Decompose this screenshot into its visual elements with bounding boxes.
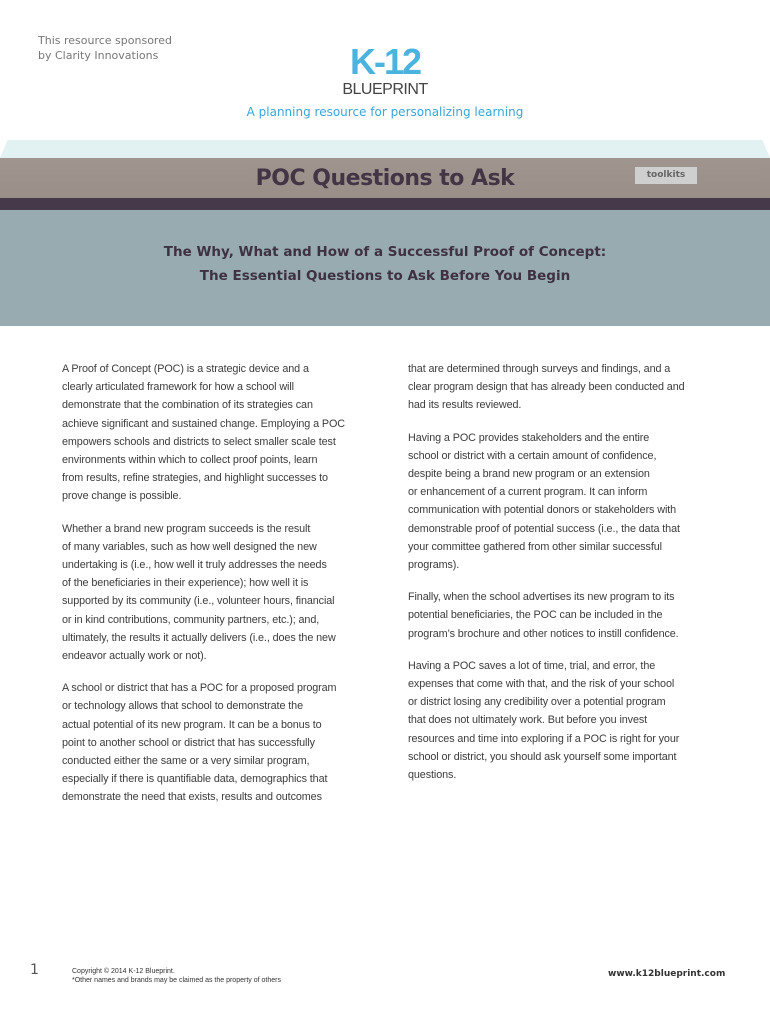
text-line: point to another school or district that has successfully: [62, 736, 315, 749]
text-line: actual potential of its new program. It can be a bonus to: [62, 718, 322, 731]
text-line: conducted either the same or a very similar program,: [62, 755, 310, 768]
text-line: or district losing any credibility over a potential program: [408, 696, 666, 709]
k12-blueprint-logo: [340, 41, 430, 100]
text-line: environments within which to collect proof points, learn: [62, 454, 318, 467]
toolkits-tag: toolkits: [635, 167, 697, 184]
text-line: school or district with a certain amount of confidence,: [408, 449, 657, 462]
text-line: school or district, you should ask yourself some important: [408, 750, 677, 763]
text-line: communication with potential donors or stakeholders with: [408, 504, 677, 517]
paragraph: [408, 657, 743, 784]
page-number: 1: [30, 962, 39, 978]
text-line: undertaking is (i.e., how well it truly addresses the needs: [62, 559, 327, 572]
body-column-left: [62, 360, 397, 821]
text-line: ultimately, the results it actually delivers (i.e., does the new: [62, 631, 336, 644]
paragraph: [62, 679, 397, 806]
text-line: Whether a brand new program succeeds is the result: [62, 522, 311, 535]
text-line: had its results reviewed.: [408, 399, 522, 412]
text-line: prove change is possible.: [62, 490, 182, 503]
text-line: resources and time into exploring if a POC is right for your: [408, 732, 680, 745]
text-line: expenses that come with that, and the risk of your school: [408, 678, 675, 691]
text-line: empowers schools and districts to select smaller scale test: [62, 435, 336, 448]
body-column-right: [408, 360, 743, 798]
text-line: demonstrable proof of potential success (i.e., the data that: [408, 522, 680, 535]
paragraph: [408, 588, 743, 643]
text-line: supported by its community (i.e., volunteer hours, financial: [62, 595, 335, 608]
text-line: demonstrate that the combination of its strategies can: [62, 399, 313, 412]
text-line: or technology allows that school to demonstrate the: [62, 700, 303, 713]
text-line: Having a POC provides stakeholders and the entire: [408, 431, 650, 444]
text-line: or in kind contributions, community partners, etc.); and,: [62, 613, 320, 626]
text-line: questions.: [408, 769, 457, 782]
text-line: that are determined through surveys and findings, and a: [408, 363, 671, 375]
subtitle-line: The Why, What and How of a Successful Proof of Concept:: [163, 244, 607, 260]
paragraph: [62, 520, 397, 666]
text-line: of the beneficiaries in their experience); how well it is: [62, 577, 309, 590]
paragraph: [408, 429, 743, 575]
text-line: from results, refine strategies, and highlight successes to: [62, 472, 328, 485]
copyright-note: [72, 967, 281, 985]
logo-blueprint: BLUEPRINT: [342, 81, 428, 98]
subtitle-line: The Essential Questions to Ask Before You Begin: [199, 268, 571, 284]
subtitle-band: [0, 210, 770, 326]
sponsor-note: [38, 33, 172, 63]
header-band-light: [0, 140, 770, 158]
text-line: endeavor actually work or not).: [62, 650, 207, 663]
disclaimer: *Other names and brands may be claimed as the property of others: [72, 977, 281, 984]
text-line: A school or district that has a POC for a proposed program: [62, 682, 337, 695]
text-line: or enhancement of a current program. It can inform: [408, 486, 648, 499]
copyright: Copyright © 2014 K-12 Blueprint.: [72, 968, 175, 975]
text-line: program’s brochure and other notices to instill confidence.: [408, 627, 679, 640]
text-line: programs).: [408, 559, 460, 572]
page-title: POC Questions to Ask: [255, 165, 515, 191]
text-line: despite being a brand new program or an extension: [408, 468, 650, 481]
paragraph: [408, 360, 743, 415]
text-line: your committee gathered from other similar successful: [408, 540, 662, 553]
text-line: demonstrate the need that exists, results and outcomes: [62, 791, 322, 804]
website-link[interactable]: www.k12blueprint.com: [608, 969, 726, 979]
text-line: achieve significant and sustained change. Employing a POC: [62, 417, 345, 430]
text-line: clearly articulated framework for how a school will: [62, 381, 294, 394]
text-line: of many variables, such as how well designed the new: [62, 540, 317, 553]
text-line: Having a POC saves a lot of time, trial, and error, the: [408, 659, 656, 672]
paragraph: [62, 360, 397, 506]
text-line: especially if there is quantifiable data, demographics that: [62, 773, 328, 786]
text-line: clear program design that has already been conducted and: [408, 381, 685, 394]
text-line: that does not ultimately work. But before you invest: [408, 714, 648, 727]
text-line: A Proof of Concept (POC) is a strategic device and a: [62, 363, 309, 375]
sponsor-line: by Clarity Innovations: [38, 49, 159, 62]
text-line: potential beneficiaries, the POC can be included in the: [408, 609, 663, 622]
sponsor-line: This resource sponsored: [38, 34, 172, 47]
logo-k12: K-12: [349, 41, 421, 82]
text-line: Finally, when the school advertises its new program to its: [408, 591, 675, 604]
tagline: A planning resource for personalizing learning: [246, 105, 524, 119]
header-band-dark: [0, 198, 770, 210]
